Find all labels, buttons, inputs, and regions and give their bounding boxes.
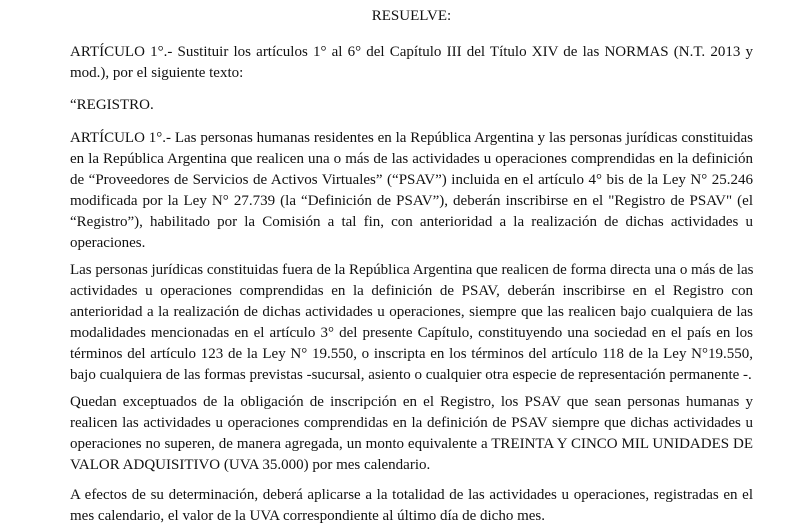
text-line: modificada por la Ley N° 27.739 (la “Definición de PSAV”), deberán inscribirse en el "Registro de PSAV" (el <box>70 193 753 209</box>
text-line: mod.), por el siguiente texto: <box>70 65 244 81</box>
text-line: Las personas jurídicas constituidas fuera de la República Argentina que realicen de forma directa una o más de las <box>70 262 754 278</box>
text-line: bajo cualquiera de las formas previstas -sucursal, asiento o cualquier otra especie de representación permanente -. <box>70 367 752 383</box>
article-1-amendment-paragraph <box>70 42 753 84</box>
article-1-registration-paragraph <box>70 128 753 254</box>
foreign-entities-paragraph <box>70 260 753 386</box>
text-line: VALOR ADQUISITIVO (UVA 35.000) por mes calendario. <box>70 457 431 473</box>
text-line: “REGISTRO. <box>70 97 154 113</box>
text-line: Quedan exceptuados de la obligación de inscripción en el Registro, los PSAV que sean personas humanas y <box>70 394 753 410</box>
text-line: modalidades mencionadas en el artículo 3° del presente Capítulo, constituyendo una sociedad en el país en los <box>70 325 753 341</box>
text-line: operaciones. <box>70 235 146 251</box>
text-line: términos del artículo 123 de la Ley N° 19.550, o inscripta en los términos del artículo 118 de la Ley N°19.550, <box>70 346 753 362</box>
determination-paragraph <box>70 485 753 527</box>
text-line: ARTÍCULO 1°.- Las personas humanas residentes en la República Argentina y las personas jurídicas constituidas <box>70 130 753 146</box>
text-line: A efectos de su determinación, deberá aplicarse a la totalidad de las actividades u operaciones, registradas en el <box>70 487 753 503</box>
text-line: de “Proveedores de Servicios de Activos Virtuales” (“PSAV”) incluida en el artículo 4° bis de la Ley N° 25.246 <box>70 172 753 188</box>
text-line: operaciones no superen, de manera agregada, un monto equivalente a TREINTA Y CINCO MIL UNIDADES DE <box>70 436 753 452</box>
text-line: actividades u operaciones comprendidas en la definición de PSAV, deberán inscribirse en el Registro con <box>70 283 753 299</box>
text-line: en la República Argentina que realicen una o más de las actividades u operaciones comprendidas en la definición <box>70 151 753 167</box>
text-line: mes calendario, el valor de la UVA correspondiente al último día de dicho mes. <box>70 508 545 524</box>
text-line: “Registro”), habilitado por la Comisión a tal fin, con anterioridad a la realización de dichas actividades u <box>70 214 753 230</box>
exemption-paragraph <box>70 392 753 476</box>
text-line: realicen las actividades u operaciones comprendidas en la definición de PSAV siempre que dichas actividades u <box>70 415 753 431</box>
text-line: ARTÍCULO 1°.- Sustituir los artículos 1° al 6° del Capítulo III del Título XIV de las NORMAS (N.T. 2013 y <box>70 44 753 60</box>
text-line: anterioridad a la realización de dichas actividades u operaciones, siempre que las realicen bajo cualquiera de las <box>70 304 753 320</box>
registro-title-paragraph <box>70 95 753 116</box>
resolution-heading: RESUELVE: <box>371 8 452 24</box>
